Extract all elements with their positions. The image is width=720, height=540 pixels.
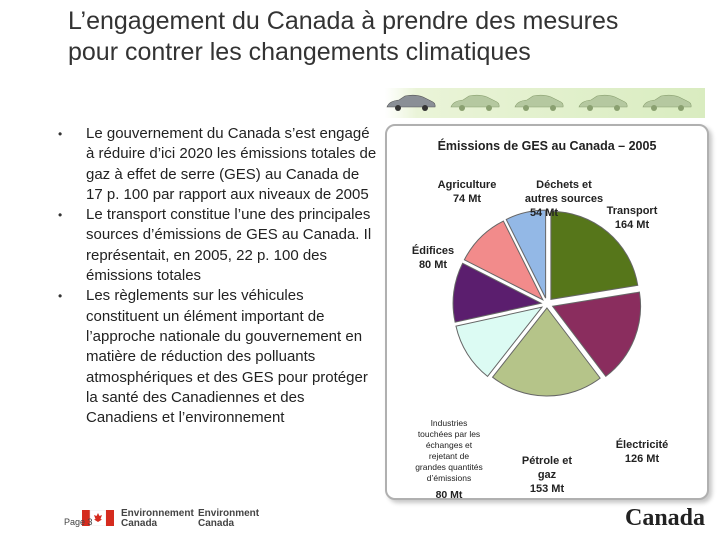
slide-title: L’engagement du Canada à prendre des mesures pour contrer les changements climatiques — [68, 7, 619, 66]
bullet-icon: • — [58, 127, 63, 141]
slice-label: Déchets et — [536, 179, 592, 191]
slice-label: d’émissions — [426, 473, 472, 483]
page-number: Page 3 — [64, 517, 93, 527]
pie-chart-panel — [385, 124, 709, 500]
slice-value-label: 74 Mt — [452, 193, 482, 205]
bullet-icon: • — [58, 208, 63, 223]
car-icon — [513, 94, 565, 112]
bullet-icon: • — [58, 289, 63, 304]
department-line: Canada — [121, 518, 158, 529]
slice-label: Pétrole et — [521, 455, 573, 467]
slice-label: Électricité — [615, 439, 669, 451]
slice-value-label: 80 Mt — [418, 259, 448, 271]
slice-value-label: 54 Mt — [529, 207, 559, 219]
slice-value-label: 80 Mt — [435, 489, 463, 498]
car-icon — [385, 94, 437, 112]
slice-value-label: 126 Mt — [624, 453, 660, 465]
bullet-item — [58, 205, 378, 286]
slice-label: Édifices — [411, 245, 455, 257]
department-line: Canada — [198, 518, 235, 529]
slice-label: touchées par les — [417, 429, 481, 439]
slice-label: échanges et — [425, 440, 473, 450]
slice-label: grandes quantités — [415, 462, 483, 472]
slice-label: rejetant de — [428, 451, 470, 461]
bullet-text: Le transport constitue l’une des principales sources d’émissions de GES au Canada. Il représentait, en 2005, 22 p. 100 des émissions totales — [86, 206, 372, 285]
slice-label: Agriculture — [437, 179, 497, 191]
slice-value-label: 153 Mt — [529, 483, 565, 495]
slice-value-label: 164 Mt — [614, 219, 650, 231]
car-icon — [641, 94, 693, 112]
chart-title: Émissions de GES au Canada – 2005 — [437, 139, 657, 153]
car-icon — [449, 94, 501, 112]
canada-wordmark: Canada — [625, 505, 706, 531]
slice-label: autres sources — [524, 193, 604, 205]
car-icon — [577, 94, 629, 112]
department-name-en — [121, 509, 194, 529]
bullet-item — [58, 286, 378, 428]
bullet-text: Le gouvernement du Canada s’est engagé à réduire d’ici 2020 les émissions totales de gaz à effet de serre (GES) au Canada de 17 p. 100 par rapport aux niveaux de 2005 — [86, 125, 377, 203]
department-line: Environnement — [121, 508, 194, 519]
bullet-text: Les règlements sur les véhicules constituent un élément important de l’approche nationale du gouvernement en matière de réduction des polluants atmosphériques et des GES pour protéger la santé des Canadiennes et des Canadiens et l’environnement — [86, 287, 368, 427]
slice-label: gaz — [537, 469, 557, 481]
slice-label: Industries — [430, 418, 468, 428]
bullet-item — [58, 124, 378, 205]
department-line: Environment — [198, 508, 260, 519]
pie-chart — [387, 126, 707, 498]
slice-label: Transport — [606, 205, 658, 217]
cars-banner — [385, 88, 705, 118]
bullet-list — [58, 124, 378, 428]
department-name-fr — [198, 509, 259, 529]
